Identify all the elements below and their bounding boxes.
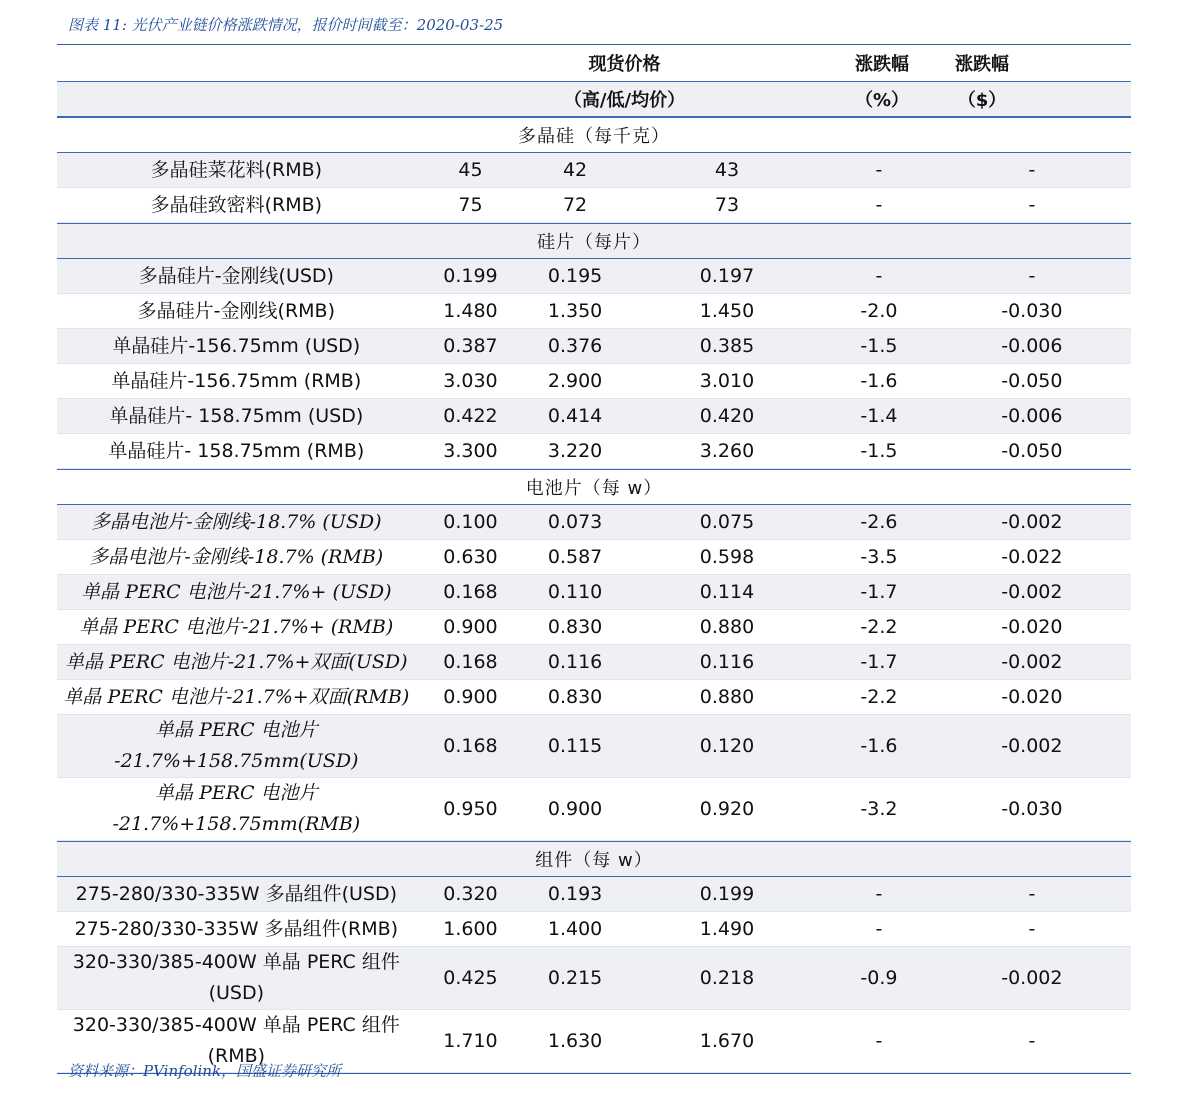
cell-high: 1.710	[443, 1030, 498, 1052]
cell-high: 0.199	[443, 265, 498, 287]
cell-avg: 1.450	[699, 300, 755, 322]
cell-pct: -	[875, 265, 883, 287]
cell-usd: -0.006	[1001, 335, 1063, 357]
cell-name: 单晶 PERC 电池片-21.7%+双面(USD)	[65, 650, 408, 673]
cell-name: 单晶硅片-156.75mm (USD)	[112, 334, 361, 357]
cell-low: 3.220	[547, 440, 603, 462]
table-row	[57, 947, 1131, 1010]
table-row	[57, 575, 1131, 610]
cell-high: 0.630	[443, 546, 498, 568]
cell-avg: 0.385	[699, 335, 755, 357]
header-price-title: 现货价格	[588, 54, 661, 75]
cell-low: 0.900	[547, 798, 603, 820]
cell-name: 多晶电池片-金刚线-18.7% (USD)	[91, 510, 382, 533]
table-row	[57, 645, 1131, 680]
table-row	[57, 680, 1131, 715]
cell-high: 75	[458, 194, 483, 216]
cell-low: 0.830	[547, 616, 603, 638]
cell-avg: 0.420	[699, 405, 755, 427]
table-row	[57, 153, 1131, 188]
cell-low: 1.400	[547, 918, 603, 940]
cell-avg: 0.114	[699, 581, 755, 603]
cell-high: 3.030	[443, 370, 498, 392]
table-row	[57, 329, 1131, 364]
table-row	[57, 364, 1131, 399]
cell-avg: 0.197	[699, 265, 755, 287]
cell-high: 0.425	[443, 967, 498, 989]
cell-pct: -1.5	[860, 335, 898, 357]
table-row	[57, 912, 1131, 947]
cell-low: 0.195	[547, 265, 603, 287]
cell-low: 0.376	[547, 335, 603, 357]
section-header: 组件（每 w）	[57, 841, 1131, 877]
cell-usd: -0.006	[1001, 405, 1063, 427]
cell-low: 0.116	[547, 651, 603, 673]
cell-name: 多晶硅片-金刚线(USD)	[138, 264, 334, 287]
header-price-sub: （高/低/均价）	[563, 90, 686, 111]
cell-high: 3.300	[443, 440, 498, 462]
table-row	[57, 610, 1131, 645]
header-pct-sub: （%）	[854, 90, 910, 111]
cell-usd: -	[1028, 918, 1036, 940]
cell-name: 单晶硅片- 158.75mm (USD)	[109, 404, 364, 427]
cell-avg: 73	[714, 194, 740, 216]
cell-pct: -1.7	[860, 651, 898, 673]
cell-avg: 3.010	[699, 370, 755, 392]
cell-name: 单晶 PERC 电池片-21.7%+ (RMB)	[79, 615, 394, 638]
cell-pct: -1.7	[860, 581, 898, 603]
cell-usd: -	[1028, 159, 1036, 181]
cell-pct: -2.2	[860, 616, 898, 638]
cell-avg: 3.260	[699, 440, 755, 462]
cell-avg: 0.218	[699, 967, 755, 989]
cell-low: 1.350	[547, 300, 603, 322]
cell-usd: -	[1028, 883, 1036, 905]
cell-low: 0.830	[547, 686, 603, 708]
cell-usd: -0.050	[1001, 440, 1063, 462]
cell-avg: 0.880	[699, 616, 755, 638]
cell-low: 2.900	[547, 370, 603, 392]
cell-avg: 0.120	[699, 735, 755, 757]
cell-name: 单晶硅片- 158.75mm (RMB)	[108, 439, 365, 462]
cell-usd: -0.020	[1001, 686, 1063, 708]
cell-low: 42	[562, 159, 588, 181]
cell-name: 单晶 PERC 电池片-21.7%+ (USD)	[81, 580, 392, 603]
table-row	[57, 877, 1131, 912]
cell-avg: 0.116	[699, 651, 755, 673]
cell-avg: 0.598	[699, 546, 755, 568]
table-row	[57, 505, 1131, 540]
cell-low: 0.115	[547, 735, 603, 757]
cell-usd: -0.030	[1001, 300, 1063, 322]
cell-usd: -0.002	[1001, 581, 1063, 603]
cell-name: 320-330/385-400W 单晶 PERC 组件 (USD)	[72, 951, 400, 1004]
cell-pct: -3.2	[860, 798, 898, 820]
table-row	[57, 294, 1131, 329]
cell-avg: 0.880	[699, 686, 755, 708]
cell-high: 0.100	[443, 511, 498, 533]
cell-high: 1.600	[443, 918, 498, 940]
cell-usd: -0.030	[1001, 798, 1063, 820]
cell-high: 0.168	[443, 735, 498, 757]
source-note: 资料来源：PVinfolink，国盛证券研究所	[68, 1062, 342, 1080]
cell-name: 单晶 PERC 电池片 -21.7%+158.75mm(USD)	[114, 719, 359, 772]
cell-high: 0.950	[443, 798, 498, 820]
cell-usd: -0.050	[1001, 370, 1063, 392]
cell-avg: 1.670	[699, 1030, 755, 1052]
cell-name: 单晶 PERC 电池片-21.7%+双面(RMB)	[63, 685, 410, 708]
cell-pct: -	[875, 1030, 883, 1052]
cell-usd: -0.002	[1001, 735, 1063, 757]
cell-usd: -0.002	[1001, 511, 1063, 533]
cell-pct: -	[875, 159, 883, 181]
cell-high: 0.320	[443, 883, 498, 905]
cell-usd: -	[1028, 265, 1036, 287]
section-header: 电池片（每 w）	[57, 469, 1131, 505]
cell-name: 多晶硅片-金刚线(RMB)	[137, 299, 335, 322]
cell-avg: 43	[714, 159, 740, 181]
cell-usd: -0.002	[1001, 651, 1063, 673]
cell-pct: -1.4	[860, 405, 898, 427]
cell-avg: 0.199	[699, 883, 755, 905]
cell-high: 0.387	[443, 335, 498, 357]
header-pct-title: 涨跌幅	[855, 54, 909, 75]
section-header: 多晶硅（每千克）	[57, 117, 1131, 153]
cell-high: 0.900	[443, 686, 498, 708]
table-row	[57, 540, 1131, 575]
cell-name: 275-280/330-335W 多晶组件(RMB)	[74, 917, 399, 940]
cell-low: 0.215	[547, 967, 603, 989]
cell-low: 0.110	[547, 581, 603, 603]
table-row	[57, 188, 1131, 223]
cell-high: 0.168	[443, 581, 498, 603]
cell-usd: -0.022	[1001, 546, 1063, 568]
price-table	[57, 44, 1131, 1074]
cell-high: 1.480	[443, 300, 498, 322]
cell-pct: -1.5	[860, 440, 898, 462]
section-header: 硅片（每片）	[57, 223, 1131, 259]
table-row	[57, 259, 1131, 294]
cell-name: 320-330/385-400W 单晶 PERC 组件 (RMB)	[72, 1014, 400, 1067]
cell-low: 0.073	[547, 511, 603, 533]
cell-name: 多晶硅致密料(RMB)	[150, 193, 323, 216]
cell-pct: -	[875, 918, 883, 940]
cell-name: 单晶 PERC 电池片 -21.7%+158.75mm(RMB)	[112, 782, 361, 835]
cell-high: 0.168	[443, 651, 498, 673]
cell-usd: -	[1028, 1030, 1036, 1052]
cell-usd: -0.020	[1001, 616, 1063, 638]
cell-pct: -2.6	[860, 511, 898, 533]
cell-high: 0.900	[443, 616, 498, 638]
cell-pct: -2.2	[860, 686, 898, 708]
table-caption: 图表 11: 光伏产业链价格涨跌情况，报价时间截至：2020-03-25	[68, 16, 504, 34]
table-body	[57, 117, 1131, 1073]
cell-name: 多晶电池片-金刚线-18.7% (RMB)	[89, 545, 384, 568]
cell-high: 45	[458, 159, 483, 181]
cell-pct: -1.6	[860, 370, 898, 392]
cell-pct: -0.9	[860, 967, 898, 989]
cell-low: 1.630	[547, 1030, 603, 1052]
table-row	[57, 715, 1131, 778]
cell-high: 0.422	[443, 405, 498, 427]
cell-low: 0.193	[547, 883, 603, 905]
cell-name: 多晶硅菜花料(RMB)	[150, 158, 323, 181]
header-usd-sub: （$）	[957, 90, 1007, 111]
cell-avg: 0.920	[699, 798, 755, 820]
cell-usd: -0.002	[1001, 967, 1063, 989]
table-row	[57, 434, 1131, 469]
cell-usd: -	[1028, 194, 1036, 216]
cell-pct: -3.5	[860, 546, 898, 568]
cell-avg: 0.075	[699, 511, 755, 533]
cell-low: 0.587	[547, 546, 603, 568]
table-row	[57, 778, 1131, 841]
cell-low: 0.414	[547, 405, 603, 427]
cell-avg: 1.490	[699, 918, 755, 940]
cell-pct: -	[875, 194, 883, 216]
cell-pct: -2.0	[860, 300, 898, 322]
header-row-1	[57, 45, 1131, 81]
cell-pct: -	[875, 883, 883, 905]
cell-name: 275-280/330-335W 多晶组件(USD)	[75, 882, 398, 905]
table-row	[57, 399, 1131, 434]
header-row-2	[57, 81, 1131, 117]
cell-low: 72	[562, 194, 588, 216]
cell-pct: -1.6	[860, 735, 898, 757]
cell-name: 单晶硅片-156.75mm (RMB)	[111, 369, 362, 392]
header-usd-title: 涨跌幅	[955, 54, 1009, 75]
